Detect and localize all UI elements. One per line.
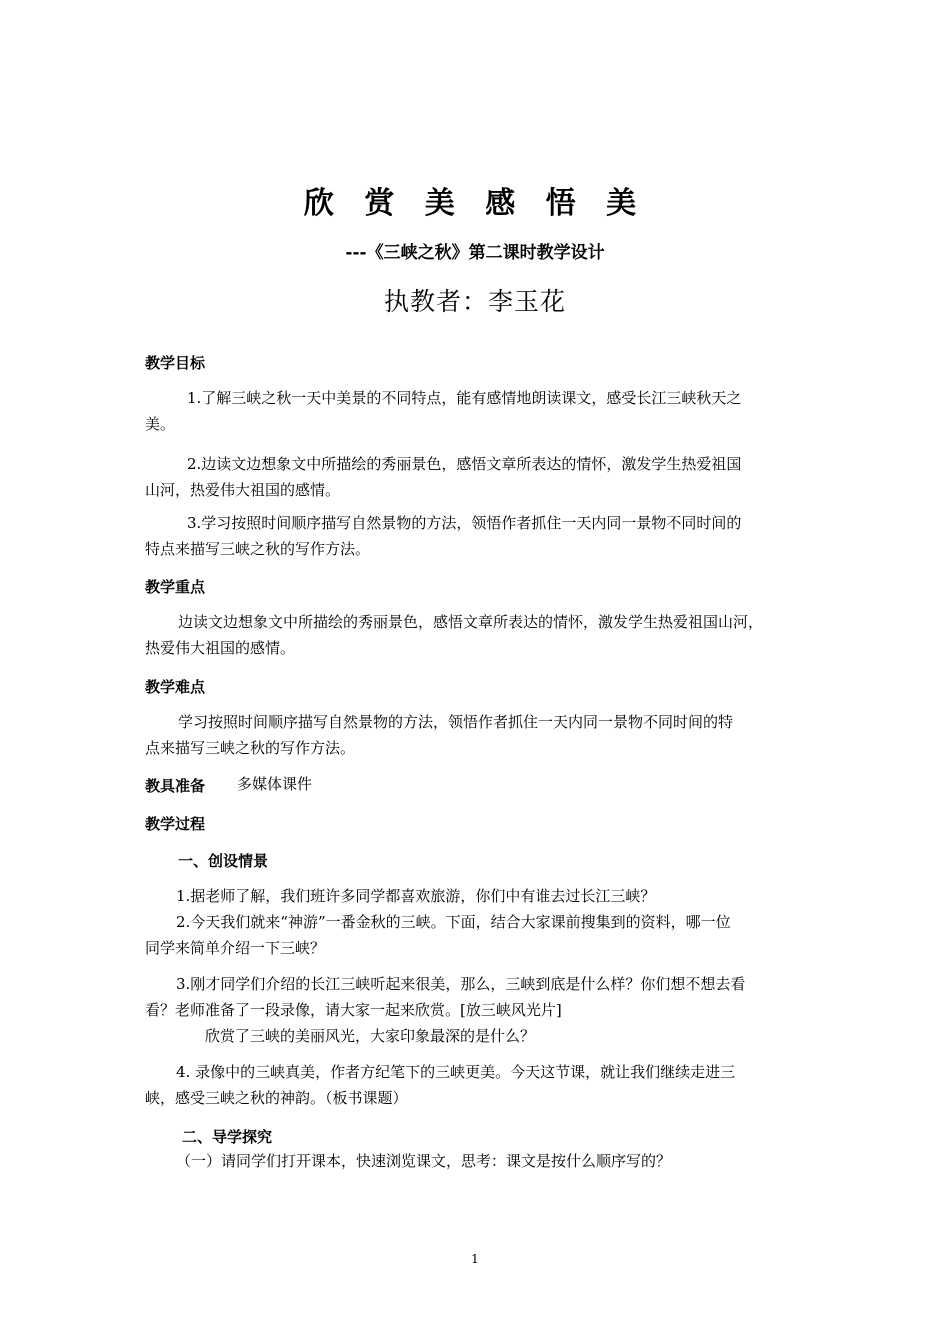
section-1-paragraph-4-line-2: 峡，感受三峡之秋的神韵。（板书课题） (145, 1089, 408, 1107)
process-heading: 教学过程 (145, 815, 206, 833)
section-1-heading: 一、创设情景 (178, 852, 269, 870)
objective-1-line-1: 1.了解三峡之秋一天中美景的不同特点，能有感情地朗读课文，感受长江三峡秋天之 (187, 389, 742, 407)
section-2-paragraph-1: （一）请同学们打开课本，快速浏览课文，思考：课文是按什么顺序写的？ (176, 1152, 672, 1170)
key-points-line-1: 边读文边想象文中所描绘的秀丽景色，感悟文章所表达的情怀，激发学生热爱祖国山河， (178, 613, 764, 631)
section-1-paragraph-4-line-1: 4. 录像中的三峡真美，作者方纪笔下的三峡更美。今天这节课，就让我们继续走进三 (176, 1063, 736, 1081)
key-points-heading: 教学重点 (145, 578, 206, 596)
difficulties-line-2: 点来描写三峡之秋的写作方法。 (145, 739, 356, 757)
section-2-heading: 二、导学探究 (182, 1128, 273, 1146)
page-title: 欣 赏 美 感 悟 美 (303, 186, 647, 221)
difficulties-heading: 教学难点 (145, 678, 206, 696)
section-1-paragraph-1: 1.据老师了解，我们班许多同学都喜欢旅游，你们中有谁去过长江三峡？ (176, 887, 656, 905)
section-1-paragraph-3-line-1: 3.刚才同学们介绍的长江三峡听起来很美，那么，三峡到底是什么样？你们想不想去看 (176, 975, 746, 993)
page-number: 1 (471, 1252, 479, 1266)
objective-3-line-1: 3.学习按照时间顺序描写自然景物的方法，领悟作者抓住一天内同一景物不同时间的 (187, 514, 742, 532)
difficulties-line-1: 学习按照时间顺序描写自然景物的方法，领悟作者抓住一天内同一景物不同时间的特 (178, 713, 734, 731)
materials-value: 多媒体课件 (237, 775, 313, 793)
materials-heading: 教具准备 (145, 777, 206, 795)
key-points-line-2: 热爱伟大祖国的感情。 (145, 639, 296, 657)
objectives-heading: 教学目标 (145, 354, 206, 372)
section-1-paragraph-2-line-1: 2.今天我们就来“神游”一番金秋的三峡。下面，结合大家课前搜集到的资料，哪一位 (176, 913, 731, 931)
objective-2-line-2: 山河，热爱伟大祖国的感情。 (145, 481, 341, 499)
teacher-name: 执教者：李玉花 (383, 287, 566, 316)
section-1-paragraph-3-line-3: 欣赏了三峡的美丽风光，大家印象最深的是什么？ (205, 1027, 536, 1045)
objective-2-line-1: 2.边读文边想象文中所描绘的秀丽景色，感悟文章所表达的情怀，激发学生热爱祖国 (187, 455, 742, 473)
page-subtitle: ---《三峡之秋》第二课时教学设计 (345, 243, 605, 263)
section-1-paragraph-2-line-2: 同学来简单介绍一下三峡？ (145, 939, 326, 957)
objective-3-line-2: 特点来描写三峡之秋的写作方法。 (145, 540, 371, 558)
objective-1-line-2: 美。 (145, 415, 176, 433)
section-1-paragraph-3-line-2: 看？老师准备了一段录像，请大家一起来欣赏。[放三峡风光片] (145, 1001, 562, 1019)
